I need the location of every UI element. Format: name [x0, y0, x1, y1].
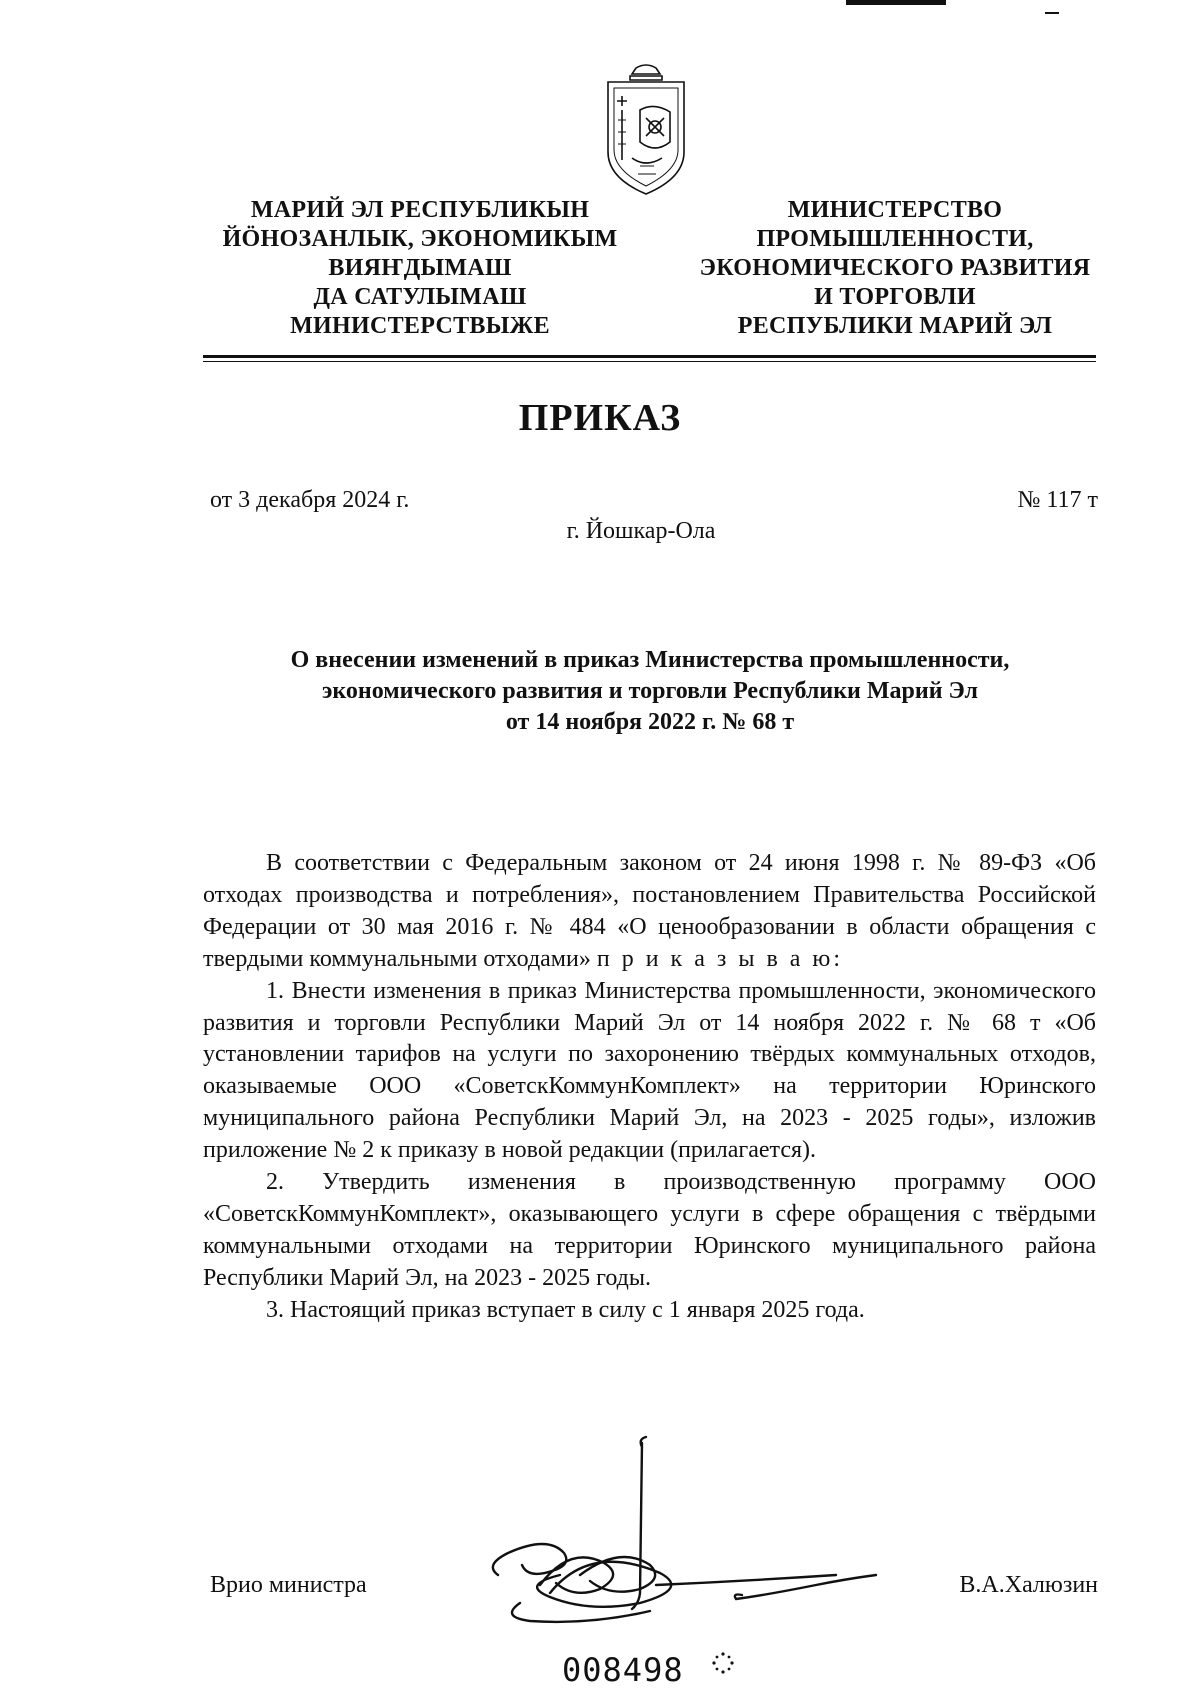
scan-artifact: [1045, 12, 1059, 14]
header-divider: [203, 355, 1096, 358]
document-subject: [200, 645, 1100, 738]
document-title: ПРИКАЗ: [518, 397, 682, 439]
serial-number: 008498: [562, 1651, 684, 1689]
header-line: ДА САТУЛЫМАШ: [313, 284, 527, 310]
header-line: ВИЯҤДЫМАШ: [328, 255, 512, 281]
subject-line: от 14 ноября 2022 г. № 68 т: [505, 709, 795, 735]
dotted-star-mark: [711, 1651, 735, 1675]
header-divider: [203, 361, 1096, 362]
handwritten-signature: [480, 1425, 930, 1635]
document-date: от 3 декабря 2024 г.: [210, 487, 410, 513]
document-number: № 117 т: [1017, 487, 1098, 513]
header-line: И ТОРГОВЛИ: [814, 284, 976, 310]
order-word: п р и к а з ы в а ю:: [596, 945, 844, 972]
body-paragraph: 2. Утвердить изменения в производственную программу ООО «СоветскКоммунКомплект», оказывающего услуги в сфере обращения с твёрдыми коммунальными отходами на территории Юринского муниципального района Республики Марий Эл, на 2023 - 2025 годы.: [203, 1169, 1096, 1291]
signatory-role: Врио министра: [210, 1572, 367, 1598]
header-russian: [660, 196, 1130, 341]
header-line: ЙӦНОЗАНЛЫК, ЭКОНОМИКЫМ: [222, 226, 618, 252]
header-line: МАРИЙ ЭЛ РЕСПУБЛИКЫН: [250, 197, 590, 223]
document-body: [203, 848, 1096, 1327]
header-line: МИНИСТЕРСТВО: [787, 197, 1003, 223]
body-paragraph: 3. Настоящий приказ вступает в силу с 1 января 2025 года.: [266, 1296, 865, 1323]
scan-artifact: [846, 0, 946, 5]
coat-of-arms-emblem: [600, 62, 692, 202]
document-city: г. Йошкар-Ола: [566, 518, 716, 544]
subject-line: О внесении изменений в приказ Министерства промышленности,: [290, 647, 1010, 673]
header-line: ЭКОНОМИЧЕСКОГО РАЗВИТИЯ: [699, 255, 1091, 281]
header-line: РЕСПУБЛИКИ МАРИЙ ЭЛ: [737, 313, 1053, 339]
intro-text: В соответствии с Федеральным законом от 24 июня 1998 г. № 89-ФЗ «Об отходах производства и потребления», постановлением Правительства Российской Федерации от 30 мая 2016 г. № 484 «О ценообразовании в области обращения с твердыми коммунальными отходами»: [203, 850, 1096, 972]
subject-line: экономического развития и торговли Республики Марий Эл: [322, 678, 978, 704]
body-paragraph: [203, 848, 1096, 976]
signatory-name: В.А.Халюзин: [959, 1572, 1098, 1598]
header-line: ПРОМЫШЛЕННОСТИ,: [756, 226, 1034, 252]
header-line: МИНИСТЕРСТВЫЖЕ: [290, 313, 550, 339]
body-paragraph: 1. Внести изменения в приказ Министерства промышленности, экономического развития и торговли Республики Марий Эл от 14 ноября 2022 г. № 68 т «Об установлении тарифов на услуги по захоронению твёрдых коммунальных отходов, оказываемые ООО «СоветскКоммунКомплект» на территории Юринского муниципального района Республики Марий Эл, на 2023 - 2025 годы», изложив приложение № 2 к приказу в новой редакции (прилагается).: [203, 977, 1096, 1164]
header-mari: [200, 196, 640, 341]
